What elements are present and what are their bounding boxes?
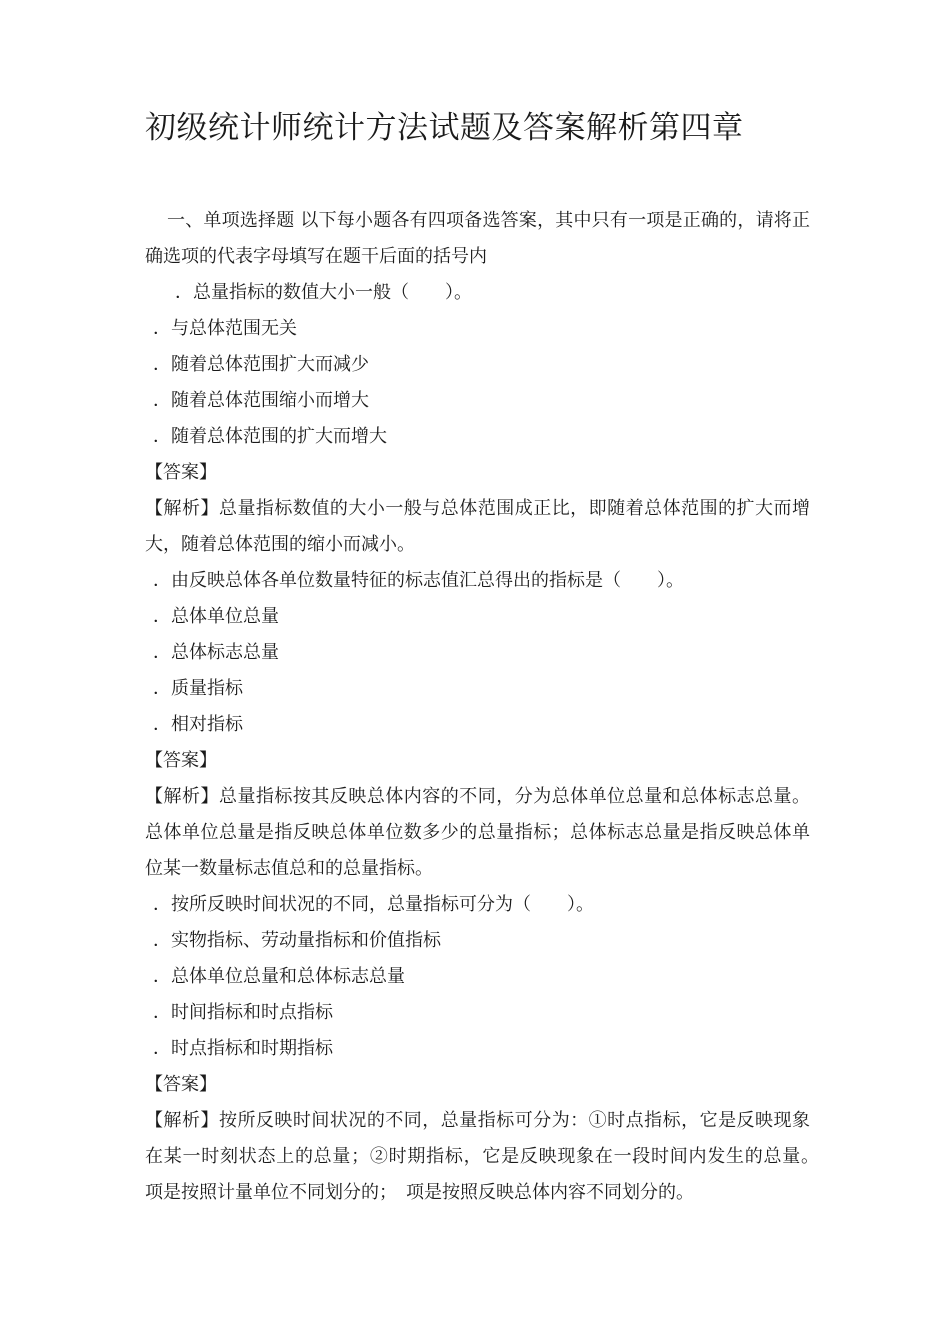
option-b: ．总体标志总量 [153,642,279,663]
analysis-text: 总量指标按其反映总体内容的不同，分为总体单位总量和总体标志总量。总体单位总量是指反映总体单位数多少的总量指标；总体标志总量是指反映总体单位某一数量标志值总和的总量指标。 [145,786,811,879]
option-a: ．与总体范围无关 [153,318,297,339]
analysis-text: 按所反映时间状况的不同，总量指标可分为：①时点指标，它是反映现象在某一时刻状态上的总量；②时期指标，它是反映现象在一段时间内发生的总量。 项是按照计量单位不同划分的； 项是按照反映总体内容不同划分的。 [145,1110,828,1203]
analysis-paragraph [145,779,810,887]
analysis-paragraph [145,491,810,563]
question-stem: ．按所反映时间状况的不同，总量指标可分为（ ）。 [153,894,594,915]
answer-label: 【答案】 [145,462,217,483]
option-d: ．时点指标和时期指标 [153,1038,333,1059]
option-b: ．总体单位总量和总体标志总量 [153,966,405,987]
option-a: ．总体单位总量 [153,606,279,627]
section-intro: 一、单项选择题 以下每小题各有四项备选答案，其中只有一项是正确的，请将正确选项的代表字母填写在题干后面的括号内 [145,210,810,267]
option-d: ．相对指标 [153,714,243,735]
analysis-label: 【解析】 [145,1110,219,1131]
answer-label: 【答案】 [145,1074,217,1095]
analysis-paragraph [145,1103,828,1211]
option-c: ．质量指标 [153,678,243,699]
option-a: ．实物指标、劳动量指标和价值指标 [153,930,441,951]
question-stem: ．由反映总体各单位数量特征的标志值汇总得出的指标是（ ）。 [153,570,684,591]
option-c: ．随着总体范围缩小而增大 [153,390,369,411]
analysis-text: 总量指标数值的大小一般与总体范围成正比，即随着总体范围的扩大而增大，随着总体范围的缩小而减小。 [145,498,811,555]
question-2 [145,563,810,887]
analysis-label: 【解析】 [145,786,219,807]
question-stem: ．总量指标的数值大小一般（ ）。 [175,282,472,303]
document-title: 初级统计师统计方法试题及答案解析第四章 [145,110,744,146]
option-c: ．时间指标和时点指标 [153,1002,333,1023]
analysis-label: 【解析】 [145,498,219,519]
option-d: ．随着总体范围的扩大而增大 [153,426,387,447]
question-3 [145,887,828,1211]
answer-label: 【答案】 [145,750,217,771]
question-1 [145,275,810,563]
document-body [145,203,828,1211]
option-b: ．随着总体范围扩大而减少 [153,354,369,375]
